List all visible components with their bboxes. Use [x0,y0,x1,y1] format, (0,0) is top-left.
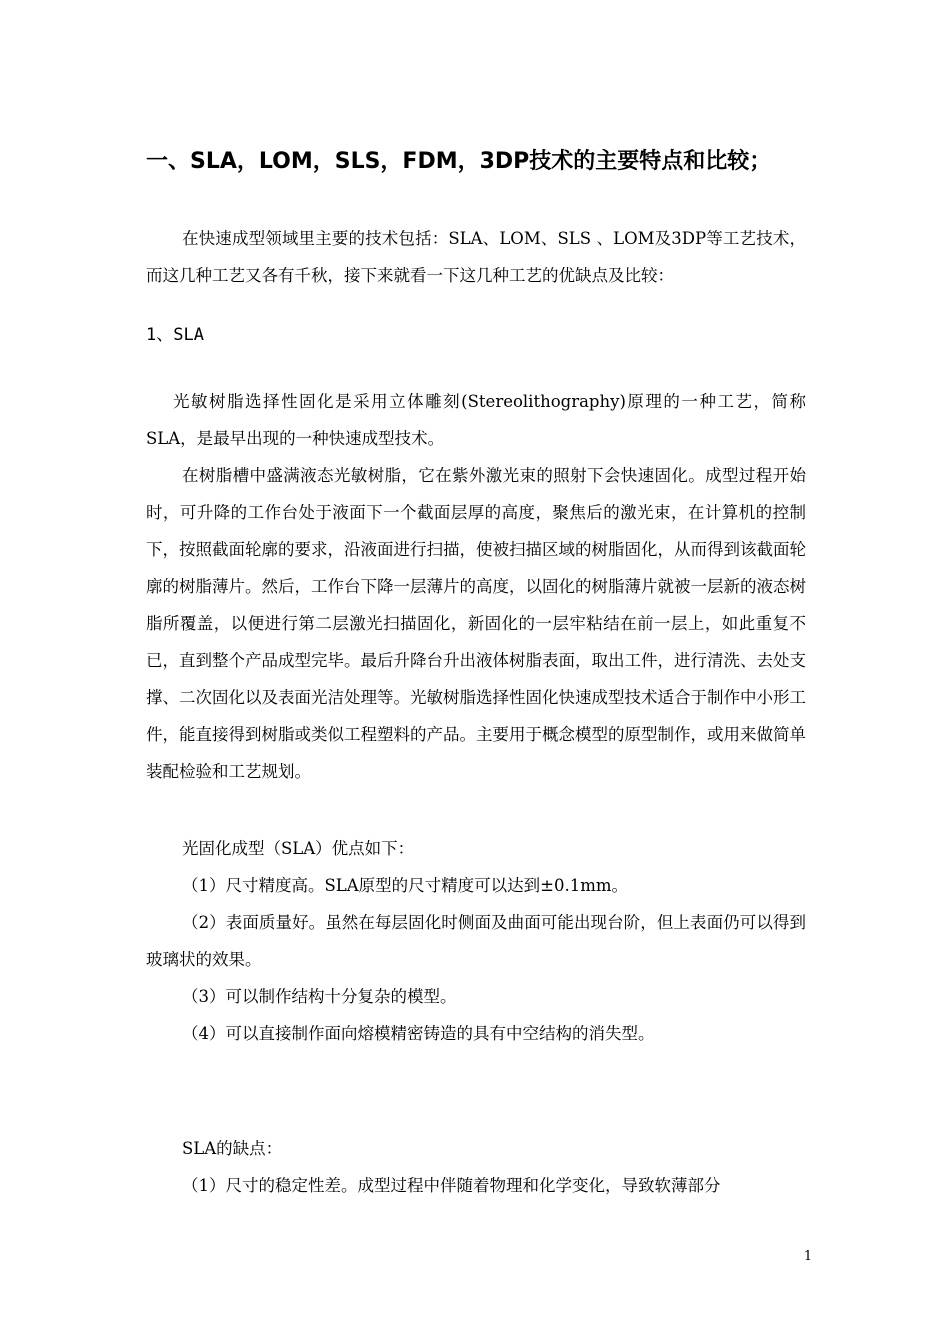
intro-paragraph: 在快速成型领域里主要的技术包括：SLA、LOM、SLS 、LOM及3DP等工艺技术，而这几种工艺又各有千秋，接下来就看一下这几种工艺的优缺点及比较： [146,229,806,285]
disadvantages-heading: SLA的缺点： [182,1139,283,1158]
page-number: 1 [803,1249,813,1264]
disadvantage-item: （1）尺寸的稳定性差。成型过程中伴随着物理和化学变化，导致软薄部分 [182,1176,721,1195]
advantage-item: （4）可以直接制作面向熔模精密铸造的具有中空结构的消失型。 [182,1024,655,1043]
sla-process-paragraph: 在树脂槽中盛满液态光敏树脂，它在紫外激光束的照射下会快速固化。成型过程开始时，可升降的工作台处于液面下一个截面层厚的高度，聚焦后的激光束，在计算机的控制下，按照截面轮廓的要求，沿液面进行扫描，使被扫描区域的树脂固化，从而得到该截面轮廓的树脂薄片。然后，工作台下降一层薄片的高度，以固化的树脂薄片就被一层新的液态树脂所覆盖，以便进行第二层激光扫描固化，新固化的一层牢粘结在前一层上，如此重复不已，直到整个产品成型完毕。最后升降台升出液体树脂表面，取出工件，进行清洗、去处支撑、二次固化以及表面光洁处理等。光敏树脂选择性固化快速成型技术适合于制作中小形工件，能直接得到树脂或类似工程塑料的产品。主要用于概念模型的原型制作，或用来做简单装配检验和工艺规划。 [146,466,806,781]
sla-definition-paragraph: 光敏树脂选择性固化是采用立体雕刻(Stereolithography)原理的一种工艺，简称SLA，是最早出现的一种快速成型技术。 [146,392,806,448]
advantage-item: （2）表面质量好。虽然在每层固化时侧面及曲面可能出现台阶，但上表面仍可以得到玻璃状的效果。 [146,913,806,969]
document-title: 一、SLA，LOM，SLS，FDM，3DP技术的主要特点和比较； [146,149,772,174]
advantage-item: （1）尺寸精度高。SLA原型的尺寸精度可以达到±0.1mm。 [182,876,629,895]
section-heading-sla: 1、SLA [146,325,204,345]
advantages-heading: 光固化成型（SLA）优点如下： [182,839,415,858]
advantage-item: （3）可以制作结构十分复杂的模型。 [182,987,457,1006]
